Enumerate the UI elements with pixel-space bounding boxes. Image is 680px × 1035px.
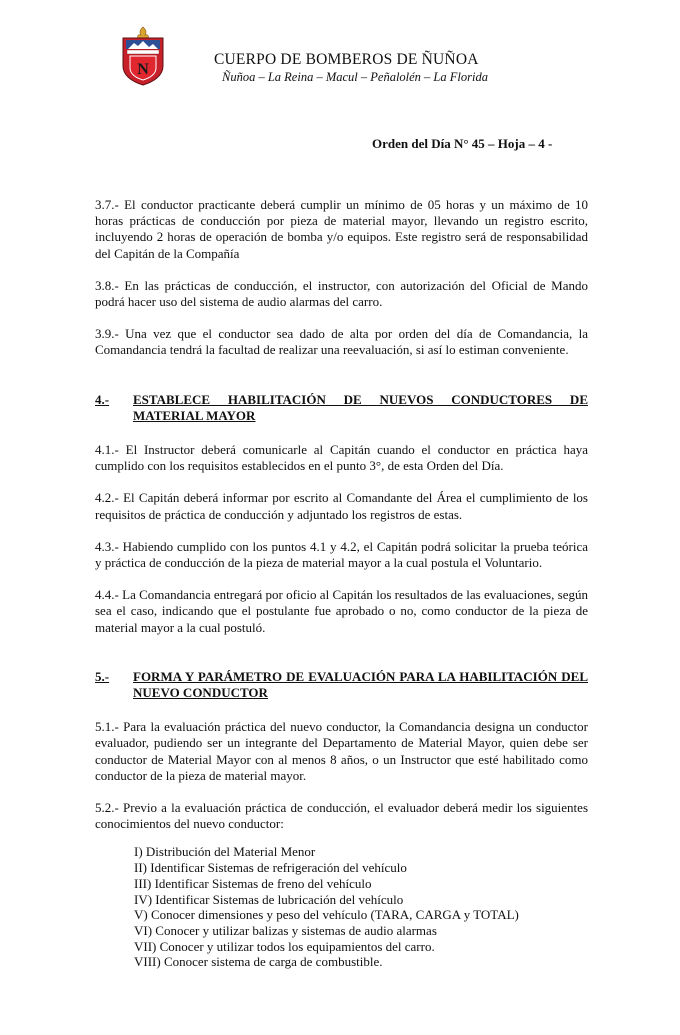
paragraph-4-1: 4.1.- El Instructor deberá comunicarle al Capitán cuando el conductor en práctica haya cumplido con los requisitos establecidos en el punto 3°, de esta Orden del Día. (95, 442, 588, 474)
list-item: IV) Identificar Sistemas de lubricación del vehículo (134, 891, 404, 907)
section-5-title: FORMA Y PARÁMETRO DE EVALUACIÓN PARA LA HABILITACIÓN DEL NUEVO CONDUCTOR (133, 668, 588, 701)
list-item: VIII) Conocer sistema de carga de combustible. (134, 954, 383, 970)
paragraph-4-4: 4.4.- La Comandancia entregará por oficio al Capitán los resultados de las evaluaciones, según sea el caso, indicando que el postulante fue aprobado o no, como conductor de la pieza de material mayor a la cual postuló. (95, 587, 588, 635)
fire-department-emblem (119, 26, 167, 86)
paragraph-3-7: 3.7.- El conductor practicante deberá cumplir un mínimo de 05 horas y un máximo de 10 horas prácticas de conducción por pieza de material mayor, llevando un registro escrito, incluyendo 2 horas de operación de bomba y/o equipos. Este registro será de responsabilidad del Capitán de la Compañía (95, 197, 588, 261)
section-4-title: ESTABLECE HABILITACIÓN DE NUEVOS CONDUCTORES DE MATERIAL MAYOR (133, 391, 588, 423)
list-item: V) Conocer dimensiones y peso del vehículo (TARA, CARGA y TOTAL) (134, 907, 519, 923)
organization-name: CUERPO DE BOMBEROS DE ÑUÑOA (214, 51, 479, 68)
knowledge-list (134, 844, 588, 970)
paragraph-4-2: 4.2.- El Capitán deberá informar por escrito al Comandante del Área el cumplimiento de los requisitos de práctica de conducción y adjuntado los registros de estas. (95, 490, 588, 522)
paragraph-5-2: 5.2.- Previo a la evaluación práctica de conducción, el evaluador deberá medir los siguientes conocimientos del nuevo conductor: (95, 800, 588, 832)
paragraph-4-3: 4.3.- Habiendo cumplido con los puntos 4.1 y 4.2, el Capitán podrá solicitar la prueba teórica y práctica de conducción de la pieza de material mayor a la cual postula el Voluntario. (95, 538, 588, 571)
document-reference: Orden del Día N° 45 – Hoja – 4 - (372, 136, 553, 151)
paragraph-3-9: 3.9.- Una vez que el conductor sea dado de alta por orden del día de Comandancia, la Comandancia tendrá la facultad de realizar una reevaluación, si así lo estiman conveniente. (95, 326, 588, 358)
section-4-number: 4.- (95, 391, 110, 407)
list-item: VI) Conocer y utilizar balizas y sistemas de audio alarmas (134, 923, 437, 938)
organization-communes: Ñuñoa – La Reina – Macul – Peñalolén – La Florida (222, 70, 488, 84)
paragraph-5-1: 5.1.- Para la evaluación práctica del nuevo conductor, la Comandancia designa un conductor evaluador, pudiendo ser un integrante del Departamento de Material Mayor, quien debe ser conductor de Material Mayor con al menos 8 años, o un Instructor que esté habilitado como conductor de la pieza de material mayor. (95, 719, 588, 783)
list-item: I) Distribución del Material Menor (134, 844, 316, 860)
section-4-heading (95, 392, 588, 424)
section-5-heading (95, 669, 588, 701)
list-item: VII) Conocer y utilizar todos los equipamientos del carro. (134, 938, 435, 954)
paragraph-3-8: 3.8.- En las prácticas de conducción, el instructor, con autorización del Oficial de Mando podrá hacer uso del sistema de audio alarmas del carro. (95, 277, 588, 310)
document-body (95, 197, 588, 970)
section-5-number: 5.- (95, 668, 110, 684)
emblem-letter: N (137, 61, 149, 78)
list-item: III) Identificar Sistemas de freno del vehículo (134, 875, 372, 891)
list-item: II) Identificar Sistemas de refrigeración del vehículo (134, 860, 407, 876)
